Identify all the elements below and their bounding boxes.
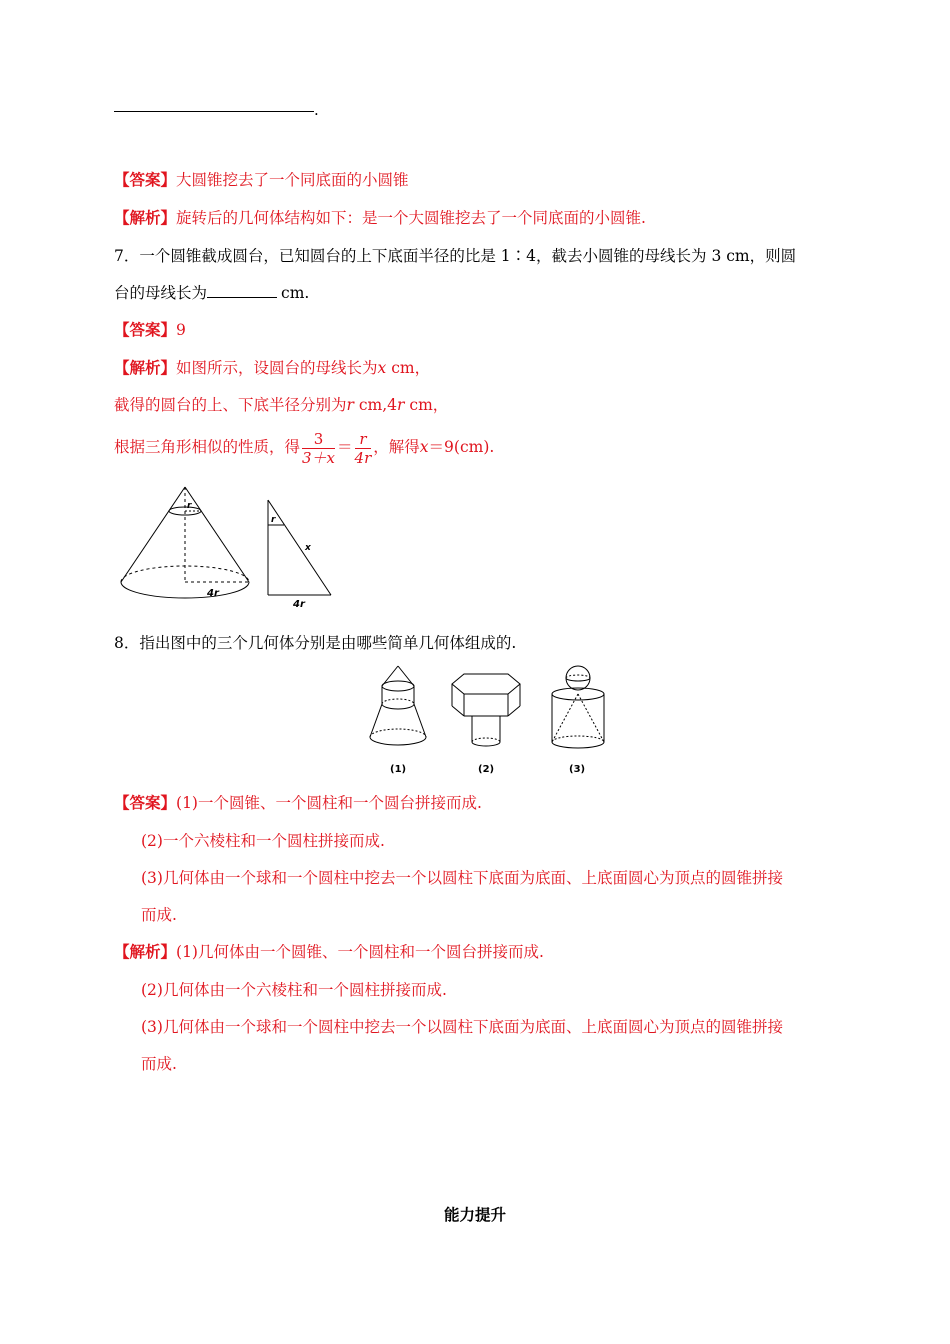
var-x: x: [419, 438, 429, 456]
label-x: x: [305, 543, 311, 553]
text: 根据三角形相似的性质，得: [114, 438, 301, 456]
var-r: r: [397, 396, 405, 414]
q8-analysis-2: (2)几何体由一个六棱柱和一个圆柱拼接而成.: [141, 981, 447, 999]
answer-tag: 【答案】: [114, 170, 177, 189]
equals-sign: ＝: [337, 438, 353, 456]
q8-answer-2: (2)一个六棱柱和一个圆柱拼接而成.: [141, 832, 385, 850]
text: ＝9(cm).: [428, 438, 495, 456]
label-4r: 4r: [207, 588, 219, 599]
solid-1: [370, 666, 426, 775]
label-2: (2): [478, 764, 495, 775]
q6-analysis-text: 旋转后的几何体结构如下：是一个大圆锥挖去了一个同底面的小圆锥.: [176, 209, 646, 227]
q8-analysis-line1: [114, 942, 544, 962]
text: cm，: [409, 396, 449, 414]
text: cm,4: [358, 396, 398, 414]
q8-analysis-1: (1)几何体由一个圆锥、一个圆柱和一个圆台拼接而成.: [176, 943, 544, 961]
numerator: 3: [302, 430, 335, 449]
label-3: (3): [569, 764, 586, 775]
section-heading: 能力提升: [443, 1206, 506, 1224]
answer-blank-line: [114, 111, 314, 112]
q8-analysis-3: (3)几何体由一个球和一个圆柱中挖去一个以圆柱下底面为底面、上底面圆心为顶点的圆锥拼接: [141, 1018, 783, 1036]
label-r: r: [187, 501, 192, 511]
q6-answer-text: 大圆锥挖去了一个同底面的小圆锥: [176, 171, 409, 189]
q7-stem-line1: 7．一个圆锥截成圆台，已知圆台的上下底面半径的比是 1∶4，截去小圆锥的母线长为 3 cm，则圆: [114, 247, 797, 265]
solid-2: [452, 674, 520, 775]
blank-period: .: [314, 101, 319, 119]
denominator: 4r: [354, 448, 372, 467]
q7-stem-unit: cm.: [281, 284, 310, 302]
q7-analysis-line2: [114, 395, 448, 415]
text: 如图所示，设圆台的母线长为: [176, 359, 378, 377]
q8-answer-line1: [114, 793, 482, 813]
fill-blank: [207, 283, 277, 298]
analysis-tag: 【解析】: [114, 208, 177, 227]
cone-frustum-figure: [115, 482, 345, 612]
q7-stem-text: 台的母线长为: [114, 284, 208, 302]
q8-answer-3: (3)几何体由一个球和一个圆柱中挖去一个以圆柱下底面为底面、上底面圆心为顶点的圆锥拼接: [141, 869, 783, 887]
q7-analysis-line1: [114, 358, 430, 378]
answer-tag: 【答案】: [114, 320, 177, 339]
fraction-1: [302, 430, 335, 467]
fraction-2: [355, 430, 372, 467]
label-1: (1): [390, 764, 407, 775]
solid-3: [552, 666, 604, 775]
q7-answer-text: 9: [176, 321, 186, 339]
q7-analysis-line3: [114, 428, 494, 467]
q8-stem: 8．指出图中的三个几何体分别是由哪些简单几何体组成的.: [114, 634, 517, 652]
text: ，解得: [373, 438, 420, 456]
q6-analysis: [114, 208, 646, 228]
q6-answer: [114, 170, 409, 190]
label-4r: 4r: [293, 599, 305, 610]
q7-answer: [114, 320, 186, 340]
label-r: r: [271, 515, 276, 525]
var-x: x: [377, 359, 387, 377]
var-r: r: [346, 396, 354, 414]
q8-answer-1: (1)一个圆锥、一个圆柱和一个圆台拼接而成.: [176, 794, 482, 812]
analysis-tag: 【解析】: [114, 358, 177, 377]
q7-stem-line2: [114, 283, 309, 303]
q8-analysis-3-cont: 而成.: [141, 1055, 177, 1073]
answer-tag: 【答案】: [114, 793, 177, 812]
analysis-tag: 【解析】: [114, 942, 177, 961]
text: 截得的圆台的上、下底半径分别为: [114, 396, 347, 414]
numerator: r: [355, 430, 372, 449]
text: cm，: [391, 359, 431, 377]
q8-answer-3-cont: 而成.: [141, 906, 177, 924]
three-solids-figure: [360, 662, 610, 780]
denominator: 3＋x: [302, 448, 336, 467]
